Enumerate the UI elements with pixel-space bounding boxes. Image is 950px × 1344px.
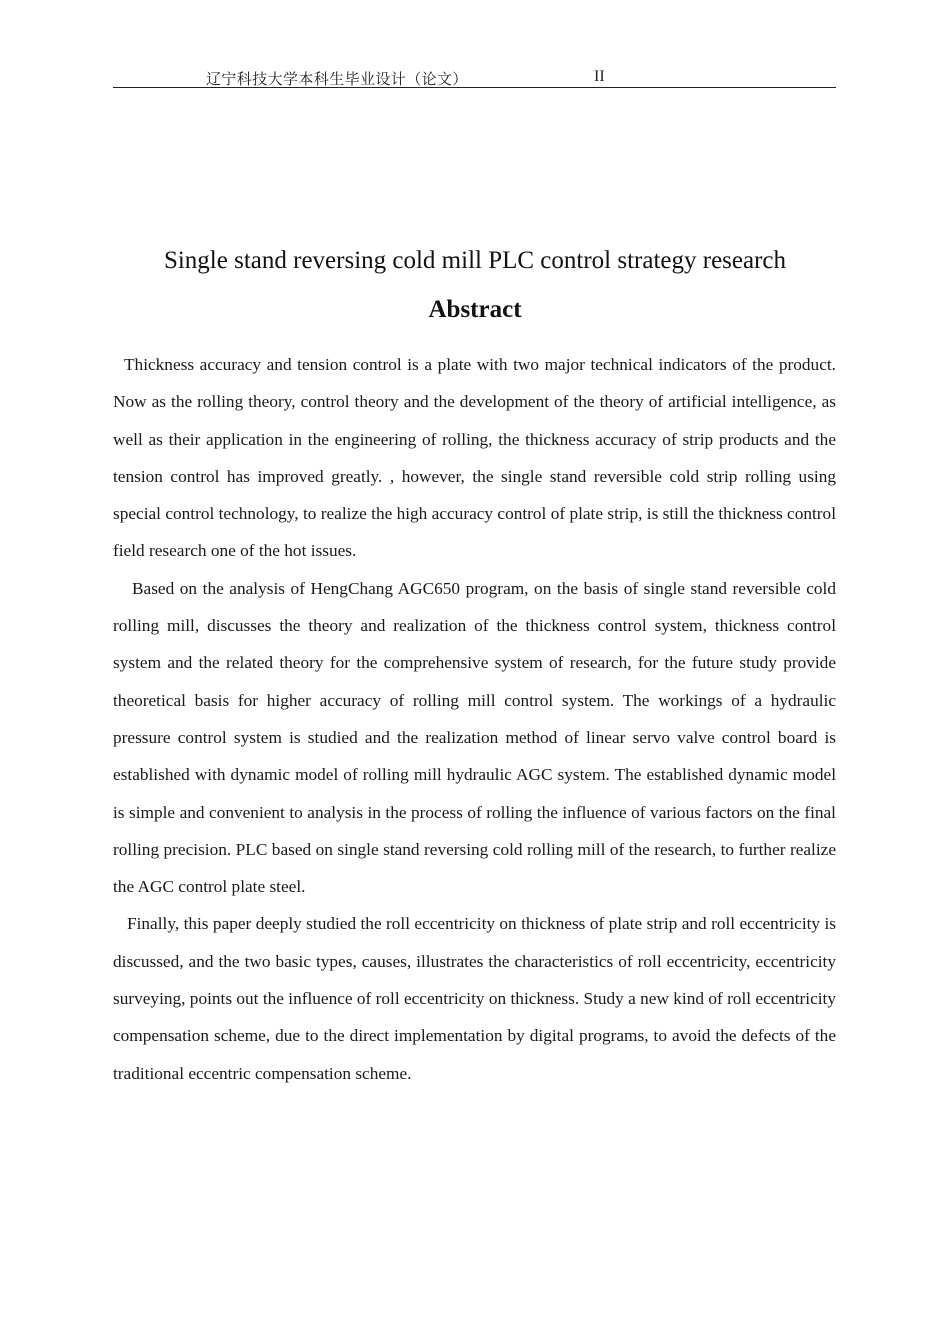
header-school-name: 辽宁科技大学本科生毕业设计（论文）	[206, 70, 468, 88]
page-header	[113, 66, 836, 88]
document-title: Single stand reversing cold mill PLC control strategy research	[163, 247, 787, 274]
abstract-paragraph: Based on the analysis of HengChang AGC650 program, on the basis of single stand reversible cold rolling mill, discusses the theory and realization of the thickness control system, thickness control system and the related theory for the comprehensive system of research, for the future study provide theoretical basis for higher accuracy of rolling mill control system. The workings of a hydraulic pressure control system is studied and the realization method of linear servo valve control board is established with dynamic model of rolling mill hydraulic AGC system. The established dynamic model is simple and convenient to analysis in the process of rolling the influence of various factors on the final rolling precision. PLC based on single stand reversing cold rolling mill of the research, to further realize the AGC control plate steel.	[113, 578, 836, 897]
abstract-paragraph: Finally, this paper deeply studied the roll eccentricity on thickness of plate strip and roll eccentricity is discussed, and the two basic types, causes, illustrates the characteristics of roll eccentricity, eccentricity surveying, points out the influence of roll eccentricity on thickness. Study a new kind of roll eccentricity compensation scheme, due to the direct implementation by digital programs, to avoid the defects of the traditional eccentric compensation scheme.	[113, 914, 836, 1083]
header-page-number: II	[594, 68, 605, 85]
abstract-heading: Abstract	[428, 296, 522, 323]
abstract-body	[113, 346, 836, 1092]
abstract-paragraph: Thickness accuracy and tension control is a plate with two major technical indicators of the product. Now as the rolling theory, control theory and the development of the theory of artificial intelligence, as well as their application in the engineering of rolling, the thickness accuracy of strip products and the tension control has improved greatly. , however, the single stand reversible cold strip rolling using special control technology, to realize the high accuracy control of plate strip, is still the thickness control field research one of the hot issues.	[113, 355, 836, 561]
